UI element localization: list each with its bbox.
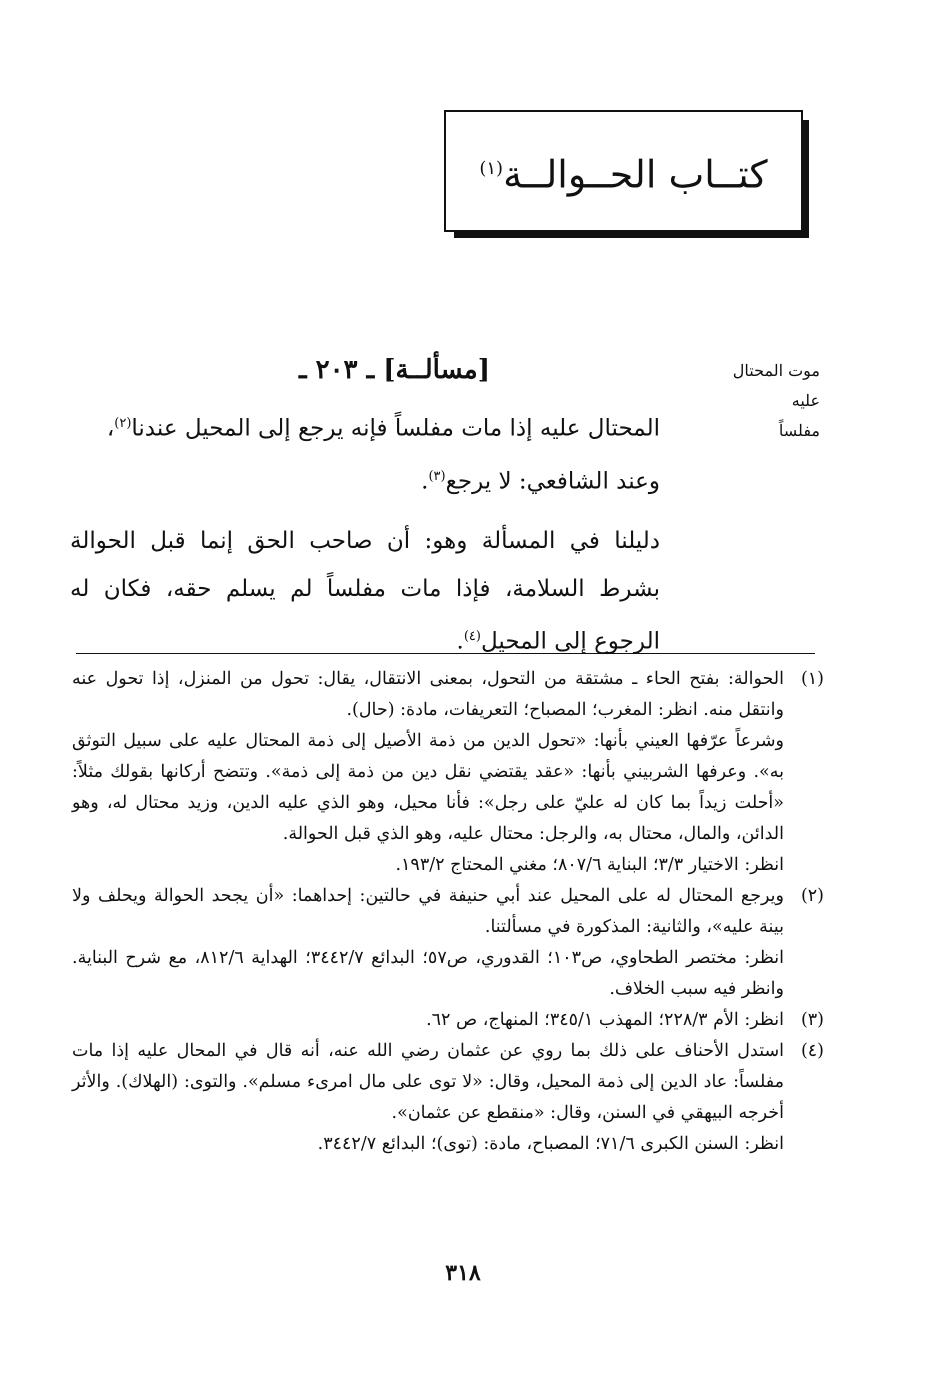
chapter-title-text: كتــاب الحــوالــة [503, 152, 768, 197]
footnote-paragraph: انظر: الأم ٢٢٨/٣؛ المهذب ٣٤٥/١؛ المنهاج، ص ٦٢. [426, 1010, 784, 1030]
footnote [72, 1036, 824, 1160]
footnote-ref-3: (٣) [428, 468, 446, 484]
footnote-paragraph: وشرعاً عرّفها العيني بأنها: «تحول الدين من ذمة الأصيل إلى ذمة المحتال عليه على سبيل التوثق به». وعرفها الشربيني بأنها: «عقد يقتضي نقل دين من ذمة إلى ذمة». وتتضح أركانها بقولك مثلاً: «أحلت زيداً بما كان له عليّ على رجل»: فأنا محيل، وهو الذي عليه الدين، وزيد محتال له، وهو الدائن، والمال، محتال به، والرجل: محتال عليه، وهو الذي قبل الحوالة. [72, 731, 784, 844]
title-box-frame [444, 110, 803, 232]
margin-note-line-2: مفلساً [778, 421, 820, 440]
footnote-number: (٢) [800, 886, 824, 906]
footnote-body [72, 664, 784, 881]
footnote-body [72, 1036, 784, 1160]
footnote-paragraph: انظر: الاختيار ٣/٣؛ البناية ٨٠٧/٦؛ مغني المحتاج ١٩٣/٢. [395, 855, 784, 875]
chapter-title-footnote-mark: (١) [479, 158, 504, 179]
main-line-2: وعند الشافعي: لا يرجع$^{(٣)}$. [421, 468, 660, 495]
main-paragraph-evidence: دليلنا في المسألة وهو: أن صاحب الحق إنما قبل الحوالة بشرط السلامة، فإذا مات مفلساً لم يسلم حقه، فكان له الرجوع إلى المحيل$^{(٤)}$. [70, 528, 660, 655]
footnote [72, 881, 824, 1005]
main-line-1: المحتال عليه إذا مات مفلساً فإنه يرجع إلى المحيل عندنا$^{(٢)}$، [106, 415, 660, 442]
chapter-title-box [444, 110, 807, 236]
page-number: ٣١٨ [445, 1260, 481, 1286]
footnote-paragraph: استدل الأحناف على ذلك بما روي عن عثمان رضي الله عنه، أنه قال في المحال عليه إذا مات مفلساً: عاد الدين إلى ذمة المحيل، وقال: «لا توى على مال امرىء مسلم». والتوى: (الهلاك). والأثر أخرجه البيهقي في السنن، وقال: «منقطع عن عثمان». [72, 1041, 784, 1123]
footnote-paragraph: ويرجع المحتال له على المحيل عند أبي حنيفة في حالتين: إحداهما: «أن يجحد الحوالة ويحلف ولا بينة عليه»، والثانية: المذكورة في مسألتنا. [72, 886, 784, 937]
footnotes [72, 664, 824, 1160]
footnote-paragraph: الحوالة: بفتح الحاء ـ مشتقة من التحول، بمعنى الانتقال، يقال: تحول من المنزل، إذا تحول عنه وانتقل منه. انظر: المغرب؛ المصباح؛ التعريفات، مادة: (حال). [72, 669, 784, 720]
footnote-body [72, 1005, 784, 1036]
footnote-separator [76, 653, 815, 654]
footnote-number: (٣) [800, 1010, 824, 1030]
footnote [72, 664, 824, 881]
main-text [70, 400, 660, 666]
footnote-ref-2: (٢) [114, 416, 132, 431]
footnote-paragraph: انظر: مختصر الطحاوي، ص١٠٣؛ القدوري، ص٥٧؛ البدائع ٣٤٤٢/٧؛ الهداية ٨١٢/٦، مع شرح البناية. وانظر فيه سبب الخلاف. [72, 948, 785, 999]
footnote-number: (٤) [800, 1041, 824, 1061]
footnote [72, 1005, 824, 1036]
footnote-ref-4: (٤) [463, 629, 481, 645]
chapter-title [446, 144, 801, 200]
issue-heading: [مسألــة] ـ ٢٠٣ ـ [298, 355, 490, 385]
footnote-paragraph: انظر: السنن الكبرى ٧١/٦؛ المصباح، مادة: (توى)؛ البدائع ٣٤٤٢/٧. [317, 1134, 784, 1154]
footnote-body [72, 881, 784, 1005]
margin-note-line-1: موت المحتال عليه [732, 361, 820, 410]
margin-note [700, 356, 820, 446]
footnote-number: (١) [800, 669, 824, 689]
